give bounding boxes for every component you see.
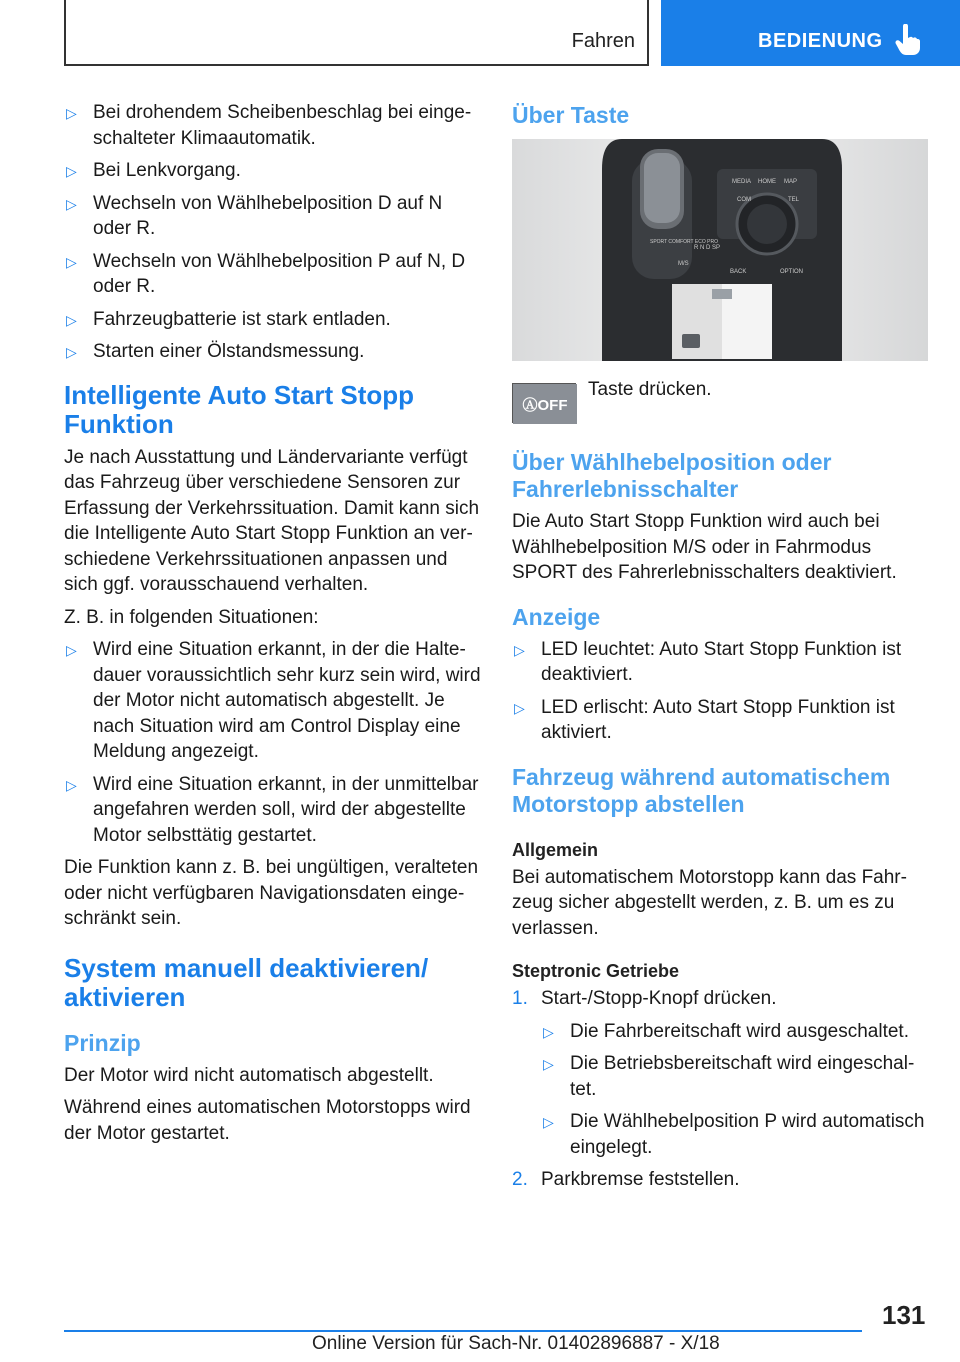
triangle-right-outline-icon: ▷: [543, 1023, 554, 1040]
heading-anzeige: Anzeige: [512, 603, 601, 630]
list-item: ▷ LED erlischt: Auto Start Stopp Funktion ist aktiviert.: [514, 696, 895, 743]
photo-label-media: MEDIA: [732, 179, 752, 185]
list-item: ▷ Wechseln von Wählhebelposition P auf N, D oder R.: [66, 250, 466, 297]
header-chapter-tab: [661, 0, 960, 66]
heading-system-manuell: System manuell deaktivieren/ aktivieren: [64, 952, 429, 1012]
list-item: ▷ Wird eine Situation erkannt, in der unmittelbar angefahren werden soll, wird der abgestellte Motor selbsttätig gestartet.: [66, 773, 479, 846]
paragraph-taste: Taste drücken.: [588, 379, 712, 400]
paragraph-restricted: Die Funktion kann z. B. bei ungültigen, veralteten oder nicht verfügbaren Navigationsdaten eingeschränkt sein.: [64, 857, 479, 929]
list-item: ▷ Bei drohendem Scheibenbeschlag bei eingeschalteter Klimaautomatik.: [66, 102, 472, 149]
center-console-illustration: [512, 139, 928, 361]
list-item: ▷ Die Wählhebelposition P wird automatisch eingelegt.: [543, 1111, 925, 1158]
list-item: ▷ Wird eine Situation erkannt, in der die Haltedauer voraussichtlich sehr kurz sein wird, wird der Motor nicht automatisch abgestellt. Je nach Situation wird am Control Display eine Meldung angezeigt.: [66, 639, 481, 762]
paragraph-examples: Z. B. in folgenden Situationen:: [64, 606, 319, 628]
list-item: ▷ LED leuchtet: Auto Start Stopp Funktion ist deaktiviert.: [514, 638, 902, 685]
triangle-right-outline-icon: ▷: [66, 642, 77, 658]
footer-divider: [64, 1330, 862, 1332]
triangle-right-outline-icon: ▷: [66, 311, 77, 328]
photo-label-map: MAP: [784, 179, 798, 185]
paragraph-intelligent: Je nach Ausstattung und Ländervariante verfügt das Fahrzeug über verschiedene Sensoren zur Erfassung der Verkehrssituation. Damit kann sich die Intelligente Auto Start Stopp Funktion an verschiedene Verkehrssituationen anpassen und sich ggf. vorausschauend verhalten.: [64, 446, 480, 595]
paragraph-prinzip-2: Während eines automatischen Motorstopps wird der Motor gestartet.: [64, 1097, 471, 1144]
triangle-right-outline-icon: ▷: [66, 105, 77, 121]
photo-label-option: OPTION: [780, 269, 804, 275]
list-item: ▷ Bei Lenkvorgang.: [64, 158, 484, 184]
photo-label-tel: TEL: [788, 197, 800, 203]
photo-label-home: HOME: [758, 179, 776, 185]
key-instruction-row: [512, 379, 932, 445]
photo-label-back: BACK: [730, 269, 747, 275]
header-section-title: Fahren: [571, 30, 635, 52]
triangle-right-outline-icon: ▷: [66, 195, 77, 212]
list-item: ▷ Starten einer Ölstandsmessung.: [64, 339, 484, 365]
photo-label-sport: SPORT COMFORT ECO PRO: [650, 239, 718, 245]
triangle-right-outline-icon: ▷: [543, 1114, 554, 1130]
center-console-photo: [512, 139, 928, 361]
photo-label-gears: R N D SP: [694, 245, 721, 251]
heading-ueber-taste: Über Taste: [512, 102, 630, 128]
list-item: ▷ Wechseln von Wählhebelposition D auf N oder R.: [66, 192, 443, 239]
heading-prinzip: Prinzip: [64, 1029, 141, 1056]
heading-ueber-waehlhebel: Über Wählhebelposition oder Fahrerlebnisschalter: [512, 449, 832, 502]
heading-fahrzeug-abstellen: Fahrzeug während automatischem Motorstopp abstellen: [512, 763, 891, 817]
list-item: ▷ Fahrzeugbatterie ist stark entladen.: [64, 307, 484, 333]
heading-steptronic: Steptronic Getriebe: [512, 961, 680, 981]
triangle-right-outline-icon: ▷: [543, 1056, 554, 1072]
auto-start-stop-off-key-icon: [512, 383, 576, 423]
paragraph-prinzip-1: Der Motor wird nicht automatisch abgestellt.: [64, 1064, 434, 1086]
triangle-right-outline-icon: ▷: [514, 699, 525, 716]
right-column: [512, 100, 932, 1200]
triangle-right-outline-icon: ▷: [66, 253, 77, 270]
triangle-right-outline-icon: ▷: [66, 344, 77, 360]
heading-allgemein: Allgemein: [512, 839, 599, 860]
heading-intelligent-auto-start-stopp: Intelligente Auto Start Stopp Funktion: [64, 379, 415, 439]
list-item: ▷ Die Fahrbereitschaft wird ausgeschaltet.: [541, 1019, 932, 1045]
pointing-hand-icon: [895, 24, 921, 56]
numbered-step: 2. Parkbremse feststellen.: [512, 1169, 740, 1190]
list-item: ▷ Die Betriebsbereitschaft wird eingeschaltet.: [543, 1053, 915, 1100]
header-section-box: [64, 0, 649, 66]
numbered-step: 1. Start-/Stopp-Knopf drücken.: [512, 988, 777, 1009]
triangle-right-outline-icon: ▷: [66, 163, 77, 179]
footer-online-version: Online Version für Sach-Nr. 01402896887 - X/18: [312, 1333, 720, 1354]
page-number: 131: [882, 1300, 926, 1330]
header-chapter-title: BEDIENUNG: [758, 30, 883, 52]
left-column: [64, 100, 484, 1153]
photo-label-com: COM: [737, 197, 751, 203]
photo-label-ms: M/S: [678, 261, 689, 267]
paragraph-waehlhebel: Die Auto Start Stopp Funktion wird auch bei Wählhebelposition M/S oder in Fahrmodus SPORT des Fahrerlebnisschalters deaktiviert.: [512, 511, 897, 583]
paragraph-allgemein: Bei automatischem Motorstopp kann das Fahrzeug sicher abgestellt werden, z. B. um es zu verlassen.: [512, 866, 907, 939]
key-label: ⒶOFF: [522, 397, 568, 414]
triangle-right-outline-icon: ▷: [66, 776, 77, 793]
triangle-right-outline-icon: ▷: [514, 641, 525, 658]
